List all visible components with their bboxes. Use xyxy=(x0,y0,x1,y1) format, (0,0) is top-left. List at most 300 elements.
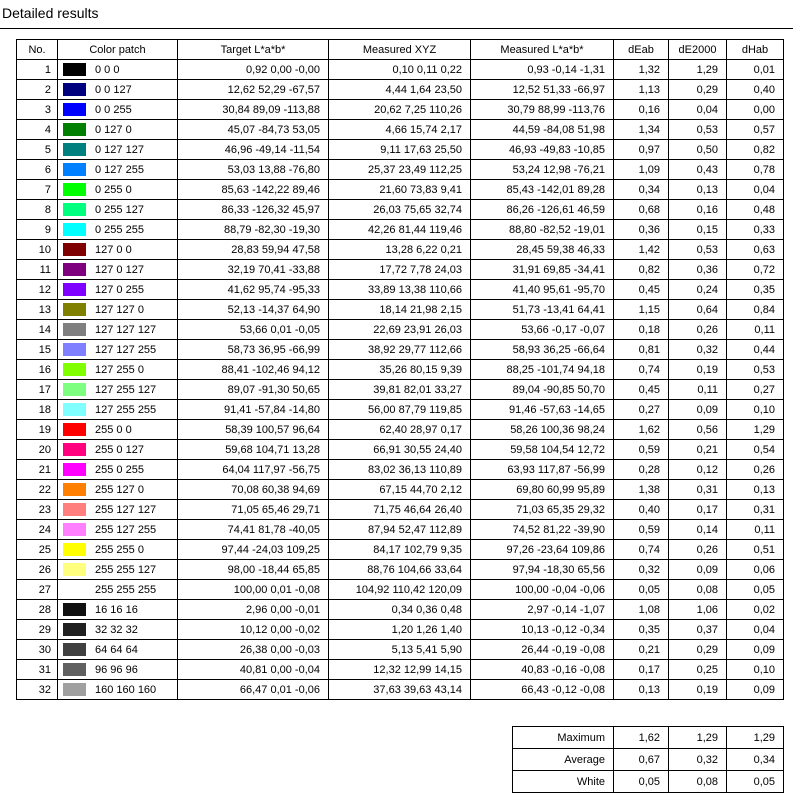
dhab-value: 0,01 xyxy=(727,60,784,80)
target-lab-value: 86,33 -126,32 45,97 xyxy=(178,200,329,220)
table-row xyxy=(17,560,784,580)
color-patch-cell xyxy=(58,200,178,220)
patch-rgb-label: 32 32 32 xyxy=(95,623,138,636)
color-swatch xyxy=(63,623,86,636)
dhab-value: 0,72 xyxy=(727,260,784,280)
color-patch-cell xyxy=(58,300,178,320)
dhab-value: 0,51 xyxy=(727,540,784,560)
summary-de2000-value: 0,08 xyxy=(669,771,727,793)
target-lab-value: 58,73 36,95 -66,99 xyxy=(178,340,329,360)
color-swatch xyxy=(63,143,86,156)
color-patch-cell xyxy=(58,60,178,80)
row-number: 9 xyxy=(17,220,58,240)
measured-lab-value: 0,93 -0,14 -1,31 xyxy=(471,60,614,80)
summary-dhab-value: 1,29 xyxy=(727,727,784,749)
measured-lab-value: 51,73 -13,41 64,41 xyxy=(471,300,614,320)
de2000-value: 0,56 xyxy=(669,420,727,440)
color-patch-cell xyxy=(58,600,178,620)
measured-lab-value: 58,26 100,36 98,24 xyxy=(471,420,614,440)
deab-value: 0,35 xyxy=(614,620,669,640)
measured-xyz-value: 12,32 12,99 14,15 xyxy=(329,660,471,680)
dhab-value: 0,02 xyxy=(727,600,784,620)
de2000-value: 0,04 xyxy=(669,100,727,120)
dhab-value: 0,35 xyxy=(727,280,784,300)
row-number: 17 xyxy=(17,380,58,400)
dhab-value: 0,09 xyxy=(727,680,784,700)
target-lab-value: 32,19 70,41 -33,88 xyxy=(178,260,329,280)
summary-label: Average xyxy=(513,749,614,771)
color-swatch xyxy=(63,223,86,236)
measured-xyz-value: 9,11 17,63 25,50 xyxy=(329,140,471,160)
row-number: 2 xyxy=(17,80,58,100)
de2000-value: 0,24 xyxy=(669,280,727,300)
patch-rgb-label: 127 255 0 xyxy=(95,363,144,376)
deab-value: 1,42 xyxy=(614,240,669,260)
color-swatch xyxy=(63,603,86,616)
deab-value: 0,45 xyxy=(614,280,669,300)
patch-rgb-label: 127 127 255 xyxy=(95,343,157,356)
measured-xyz-value: 17,72 7,78 24,03 xyxy=(329,260,471,280)
patch-rgb-label: 255 255 0 xyxy=(95,543,144,556)
dhab-value: 0,06 xyxy=(727,560,784,580)
dhab-value: 0,33 xyxy=(727,220,784,240)
row-number: 20 xyxy=(17,440,58,460)
color-swatch xyxy=(63,263,86,276)
measured-lab-value: 86,26 -126,61 46,59 xyxy=(471,200,614,220)
patch-rgb-label: 0 0 127 xyxy=(95,83,132,96)
table-row xyxy=(17,420,784,440)
table-row xyxy=(17,260,784,280)
patch-rgb-label: 0 0 0 xyxy=(95,63,120,76)
table-row xyxy=(17,540,784,560)
row-number: 4 xyxy=(17,120,58,140)
deab-value: 1,08 xyxy=(614,600,669,620)
measured-lab-value: 59,58 104,54 12,72 xyxy=(471,440,614,460)
dhab-value: 1,29 xyxy=(727,420,784,440)
measured-lab-value: 53,24 12,98 -76,21 xyxy=(471,160,614,180)
measured-lab-value: 44,59 -84,08 51,98 xyxy=(471,120,614,140)
deab-value: 1,13 xyxy=(614,80,669,100)
measured-xyz-value: 62,40 28,97 0,17 xyxy=(329,420,471,440)
table-row xyxy=(17,240,784,260)
column-header-no: No. xyxy=(17,40,58,60)
target-lab-value: 53,03 13,88 -76,80 xyxy=(178,160,329,180)
patch-rgb-label: 127 0 255 xyxy=(95,283,144,296)
patch-rgb-label: 160 160 160 xyxy=(95,683,157,696)
measured-xyz-value: 35,26 80,15 9,39 xyxy=(329,360,471,380)
measured-lab-value: 31,91 69,85 -34,41 xyxy=(471,260,614,280)
de2000-value: 0,19 xyxy=(669,360,727,380)
measured-lab-value: 28,45 59,38 46,33 xyxy=(471,240,614,260)
patch-rgb-label: 255 127 0 xyxy=(95,483,144,496)
deab-value: 0,16 xyxy=(614,100,669,120)
target-lab-value: 88,79 -82,30 -19,30 xyxy=(178,220,329,240)
row-number: 25 xyxy=(17,540,58,560)
measured-lab-value: 58,93 36,25 -66,64 xyxy=(471,340,614,360)
measured-xyz-value: 18,14 21,98 2,15 xyxy=(329,300,471,320)
color-patch-cell xyxy=(58,260,178,280)
measured-lab-value: 40,83 -0,16 -0,08 xyxy=(471,660,614,680)
summary-row xyxy=(513,727,784,749)
target-lab-value: 71,05 65,46 29,71 xyxy=(178,500,329,520)
table-row xyxy=(17,200,784,220)
color-swatch xyxy=(63,403,86,416)
deab-value: 0,34 xyxy=(614,180,669,200)
deab-value: 0,21 xyxy=(614,640,669,660)
de2000-value: 0,50 xyxy=(669,140,727,160)
row-number: 3 xyxy=(17,100,58,120)
color-swatch xyxy=(63,203,86,216)
de2000-value: 0,29 xyxy=(669,80,727,100)
target-lab-value: 88,41 -102,46 94,12 xyxy=(178,360,329,380)
row-number: 24 xyxy=(17,520,58,540)
deab-value: 0,59 xyxy=(614,520,669,540)
row-number: 31 xyxy=(17,660,58,680)
deab-value: 0,13 xyxy=(614,680,669,700)
color-patch-cell xyxy=(58,460,178,480)
deab-value: 0,68 xyxy=(614,200,669,220)
measured-xyz-value: 21,60 73,83 9,41 xyxy=(329,180,471,200)
color-swatch xyxy=(63,343,86,356)
table-row xyxy=(17,360,784,380)
color-patch-cell xyxy=(58,560,178,580)
target-lab-value: 53,66 0,01 -0,05 xyxy=(178,320,329,340)
color-swatch xyxy=(63,543,86,556)
deab-value: 1,15 xyxy=(614,300,669,320)
deab-value: 1,09 xyxy=(614,160,669,180)
table-row xyxy=(17,320,784,340)
row-number: 13 xyxy=(17,300,58,320)
dhab-value: 0,31 xyxy=(727,500,784,520)
color-patch-cell xyxy=(58,440,178,460)
de2000-value: 0,09 xyxy=(669,400,727,420)
measured-xyz-value: 83,02 36,13 110,89 xyxy=(329,460,471,480)
measured-xyz-value: 4,66 15,74 2,17 xyxy=(329,120,471,140)
deab-value: 1,38 xyxy=(614,480,669,500)
row-number: 10 xyxy=(17,240,58,260)
target-lab-value: 40,81 0,00 -0,04 xyxy=(178,660,329,680)
measured-xyz-value: 4,44 1,64 23,50 xyxy=(329,80,471,100)
dhab-value: 0,84 xyxy=(727,300,784,320)
summary-de2000-value: 0,32 xyxy=(669,749,727,771)
de2000-value: 0,36 xyxy=(669,260,727,280)
measured-xyz-value: 104,92 110,42 120,09 xyxy=(329,580,471,600)
color-swatch xyxy=(63,643,86,656)
table-row xyxy=(17,220,784,240)
row-number: 30 xyxy=(17,640,58,660)
summary-deab-value: 1,62 xyxy=(614,727,669,749)
color-swatch xyxy=(63,243,86,256)
target-lab-value: 64,04 117,97 -56,75 xyxy=(178,460,329,480)
color-swatch xyxy=(63,443,86,456)
measured-lab-value: 85,43 -142,01 89,28 xyxy=(471,180,614,200)
measured-lab-value: 26,44 -0,19 -0,08 xyxy=(471,640,614,660)
measured-xyz-value: 71,75 46,64 26,40 xyxy=(329,500,471,520)
summary-deab-value: 0,05 xyxy=(614,771,669,793)
color-patch-cell xyxy=(58,640,178,660)
table-row xyxy=(17,460,784,480)
dhab-value: 0,11 xyxy=(727,320,784,340)
row-number: 22 xyxy=(17,480,58,500)
row-number: 5 xyxy=(17,140,58,160)
de2000-value: 0,37 xyxy=(669,620,727,640)
target-lab-value: 91,41 -57,84 -14,80 xyxy=(178,400,329,420)
dhab-value: 0,13 xyxy=(727,480,784,500)
patch-rgb-label: 127 0 0 xyxy=(95,243,132,256)
de2000-value: 0,53 xyxy=(669,120,727,140)
patch-rgb-label: 255 127 255 xyxy=(95,523,157,536)
patch-rgb-label: 255 0 0 xyxy=(95,423,132,436)
color-patch-cell xyxy=(58,620,178,640)
measured-lab-value: 91,46 -57,63 -14,65 xyxy=(471,400,614,420)
color-swatch xyxy=(63,123,86,136)
patch-rgb-label: 255 0 127 xyxy=(95,443,144,456)
table-row xyxy=(17,280,784,300)
target-lab-value: 89,07 -91,30 50,65 xyxy=(178,380,329,400)
dhab-value: 0,04 xyxy=(727,620,784,640)
measured-lab-value: 12,52 51,33 -66,97 xyxy=(471,80,614,100)
color-patch-cell xyxy=(58,240,178,260)
table-row xyxy=(17,620,784,640)
measured-lab-value: 53,66 -0,17 -0,07 xyxy=(471,320,614,340)
color-swatch xyxy=(63,183,86,196)
de2000-value: 0,64 xyxy=(669,300,727,320)
row-number: 32 xyxy=(17,680,58,700)
measured-lab-value: 66,43 -0,12 -0,08 xyxy=(471,680,614,700)
measured-xyz-value: 88,76 104,66 33,64 xyxy=(329,560,471,580)
de2000-value: 0,11 xyxy=(669,380,727,400)
measured-xyz-value: 39,81 82,01 33,27 xyxy=(329,380,471,400)
table-row xyxy=(17,660,784,680)
color-patch-cell xyxy=(58,160,178,180)
dhab-value: 0,09 xyxy=(727,640,784,660)
row-number: 28 xyxy=(17,600,58,620)
measured-lab-value: 100,00 -0,04 -0,06 xyxy=(471,580,614,600)
deab-value: 0,05 xyxy=(614,580,669,600)
color-patch-cell xyxy=(58,480,178,500)
row-number: 8 xyxy=(17,200,58,220)
target-lab-value: 28,83 59,94 47,58 xyxy=(178,240,329,260)
color-swatch xyxy=(63,383,86,396)
dhab-value: 0,53 xyxy=(727,360,784,380)
target-lab-value: 59,68 104,71 13,28 xyxy=(178,440,329,460)
page-title: Detailed results xyxy=(2,5,99,21)
dhab-value: 0,78 xyxy=(727,160,784,180)
target-lab-value: 58,39 100,57 96,64 xyxy=(178,420,329,440)
title-divider xyxy=(0,28,793,29)
summary-de2000-value: 1,29 xyxy=(669,727,727,749)
target-lab-value: 41,62 95,74 -95,33 xyxy=(178,280,329,300)
measured-xyz-value: 66,91 30,55 24,40 xyxy=(329,440,471,460)
patch-rgb-label: 0 255 255 xyxy=(95,223,144,236)
patch-rgb-label: 255 255 255 xyxy=(95,583,157,596)
target-lab-value: 74,41 81,78 -40,05 xyxy=(178,520,329,540)
table-row xyxy=(17,500,784,520)
column-header-color-patch: Color patch xyxy=(58,40,178,60)
de2000-value: 0,31 xyxy=(669,480,727,500)
measured-lab-value: 88,80 -82,52 -19,01 xyxy=(471,220,614,240)
table-header-row xyxy=(17,40,784,60)
color-swatch xyxy=(63,683,86,696)
measured-lab-value: 71,03 65,35 29,32 xyxy=(471,500,614,520)
color-patch-cell xyxy=(58,680,178,700)
dhab-value: 0,40 xyxy=(727,80,784,100)
de2000-value: 0,15 xyxy=(669,220,727,240)
measured-xyz-value: 22,69 23,91 26,03 xyxy=(329,320,471,340)
summary-label: White xyxy=(513,771,614,793)
measured-lab-value: 63,93 117,87 -56,99 xyxy=(471,460,614,480)
deab-value: 0,32 xyxy=(614,560,669,580)
measured-xyz-value: 0,34 0,36 0,48 xyxy=(329,600,471,620)
table-row xyxy=(17,580,784,600)
de2000-value: 1,06 xyxy=(669,600,727,620)
row-number: 16 xyxy=(17,360,58,380)
measured-lab-value: 30,79 88,99 -113,76 xyxy=(471,100,614,120)
detailed-results-table xyxy=(16,39,784,700)
measured-xyz-value: 5,13 5,41 5,90 xyxy=(329,640,471,660)
deab-value: 0,74 xyxy=(614,360,669,380)
column-header-target-lab: Target L*a*b* xyxy=(178,40,329,60)
table-row xyxy=(17,600,784,620)
dhab-value: 0,26 xyxy=(727,460,784,480)
row-number: 26 xyxy=(17,560,58,580)
dhab-value: 0,04 xyxy=(727,180,784,200)
color-swatch xyxy=(63,83,86,96)
color-patch-cell xyxy=(58,280,178,300)
patch-rgb-label: 255 0 255 xyxy=(95,463,144,476)
row-number: 18 xyxy=(17,400,58,420)
de2000-value: 0,13 xyxy=(669,180,727,200)
summary-label: Maximum xyxy=(513,727,614,749)
color-patch-cell xyxy=(58,580,178,600)
de2000-value: 0,17 xyxy=(669,500,727,520)
measured-xyz-value: 87,94 52,47 112,89 xyxy=(329,520,471,540)
color-swatch xyxy=(63,423,86,436)
color-patch-cell xyxy=(58,120,178,140)
measured-lab-value: 88,25 -101,74 94,18 xyxy=(471,360,614,380)
table-row xyxy=(17,440,784,460)
measured-lab-value: 41,40 95,61 -95,70 xyxy=(471,280,614,300)
de2000-value: 0,14 xyxy=(669,520,727,540)
summary-table xyxy=(512,726,784,793)
color-patch-cell xyxy=(58,220,178,240)
de2000-value: 0,08 xyxy=(669,580,727,600)
deab-value: 0,74 xyxy=(614,540,669,560)
measured-xyz-value: 1,20 1,26 1,40 xyxy=(329,620,471,640)
dhab-value: 0,44 xyxy=(727,340,784,360)
row-number: 1 xyxy=(17,60,58,80)
deab-value: 0,17 xyxy=(614,660,669,680)
patch-rgb-label: 127 0 127 xyxy=(95,263,144,276)
table-row xyxy=(17,160,784,180)
color-swatch xyxy=(63,523,86,536)
patch-rgb-label: 127 255 127 xyxy=(95,383,157,396)
measured-xyz-value: 37,63 39,63 43,14 xyxy=(329,680,471,700)
target-lab-value: 52,13 -14,37 64,90 xyxy=(178,300,329,320)
color-patch-cell xyxy=(58,360,178,380)
table-row xyxy=(17,520,784,540)
dhab-value: 0,82 xyxy=(727,140,784,160)
target-lab-value: 85,63 -142,22 89,46 xyxy=(178,180,329,200)
de2000-value: 0,29 xyxy=(669,640,727,660)
color-swatch xyxy=(63,463,86,476)
dhab-value: 0,63 xyxy=(727,240,784,260)
table-row xyxy=(17,400,784,420)
summary-deab-value: 0,67 xyxy=(614,749,669,771)
color-swatch xyxy=(63,563,86,576)
deab-value: 1,32 xyxy=(614,60,669,80)
table-row xyxy=(17,680,784,700)
de2000-value: 0,19 xyxy=(669,680,727,700)
color-patch-cell xyxy=(58,520,178,540)
measured-lab-value: 97,26 -23,64 109,86 xyxy=(471,540,614,560)
table-row xyxy=(17,140,784,160)
measured-xyz-value: 38,92 29,77 112,66 xyxy=(329,340,471,360)
row-number: 14 xyxy=(17,320,58,340)
deab-value: 0,81 xyxy=(614,340,669,360)
color-swatch xyxy=(63,163,86,176)
color-patch-cell xyxy=(58,660,178,680)
color-swatch xyxy=(63,663,86,676)
color-patch-cell xyxy=(58,80,178,100)
table-row xyxy=(17,380,784,400)
patch-rgb-label: 127 127 127 xyxy=(95,323,157,336)
deab-value: 1,62 xyxy=(614,420,669,440)
patch-rgb-label: 16 16 16 xyxy=(95,603,138,616)
table-row xyxy=(17,480,784,500)
target-lab-value: 97,44 -24,03 109,25 xyxy=(178,540,329,560)
patch-rgb-label: 0 127 127 xyxy=(95,143,144,156)
target-lab-value: 2,96 0,00 -0,01 xyxy=(178,600,329,620)
row-number: 7 xyxy=(17,180,58,200)
de2000-value: 0,09 xyxy=(669,560,727,580)
color-swatch xyxy=(63,363,86,376)
de2000-value: 0,12 xyxy=(669,460,727,480)
row-number: 23 xyxy=(17,500,58,520)
deab-value: 0,27 xyxy=(614,400,669,420)
target-lab-value: 66,47 0,01 -0,06 xyxy=(178,680,329,700)
color-patch-cell xyxy=(58,100,178,120)
table-row xyxy=(17,300,784,320)
de2000-value: 0,26 xyxy=(669,540,727,560)
column-header-measured-xyz: Measured XYZ xyxy=(329,40,471,60)
row-number: 12 xyxy=(17,280,58,300)
column-header-deab: dEab xyxy=(614,40,669,60)
table-row xyxy=(17,100,784,120)
color-swatch xyxy=(63,323,86,336)
color-swatch xyxy=(63,63,86,76)
target-lab-value: 45,07 -84,73 53,05 xyxy=(178,120,329,140)
patch-rgb-label: 127 127 0 xyxy=(95,303,144,316)
deab-value: 0,40 xyxy=(614,500,669,520)
de2000-value: 0,16 xyxy=(669,200,727,220)
color-swatch xyxy=(63,283,86,296)
measured-lab-value: 74,52 81,22 -39,90 xyxy=(471,520,614,540)
patch-rgb-label: 64 64 64 xyxy=(95,643,138,656)
dhab-value: 0,48 xyxy=(727,200,784,220)
summary-dhab-value: 0,05 xyxy=(727,771,784,793)
color-swatch xyxy=(63,303,86,316)
color-patch-cell xyxy=(58,380,178,400)
measured-xyz-value: 13,28 6,22 0,21 xyxy=(329,240,471,260)
table-row xyxy=(17,80,784,100)
de2000-value: 0,43 xyxy=(669,160,727,180)
patch-rgb-label: 0 255 0 xyxy=(95,183,132,196)
patch-rgb-label: 96 96 96 xyxy=(95,663,138,676)
target-lab-value: 98,00 -18,44 65,85 xyxy=(178,560,329,580)
patch-rgb-label: 255 255 127 xyxy=(95,563,157,576)
de2000-value: 0,53 xyxy=(669,240,727,260)
